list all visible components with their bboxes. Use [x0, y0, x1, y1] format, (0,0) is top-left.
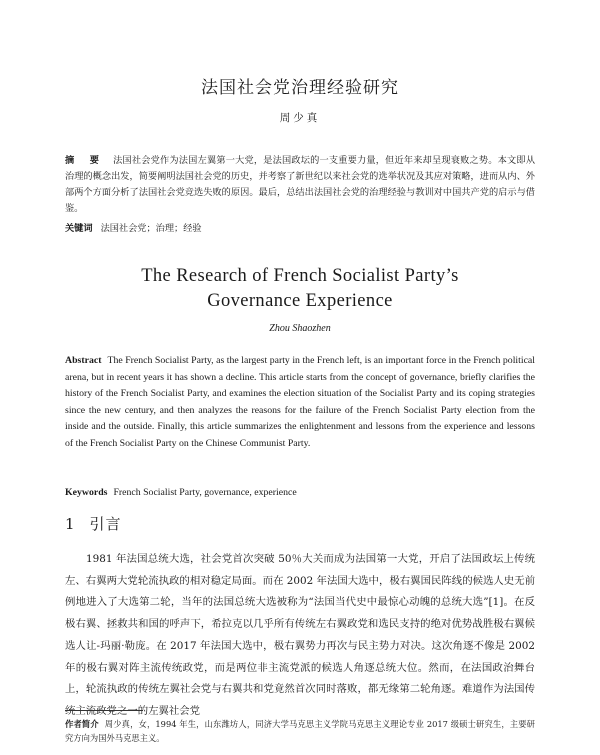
english-abstract-text: The French Socialist Party, as the largest party in the French left, is an important force in the French political arena, but in recent years it has shown a decline. This article starts from the concept of governance, briefly clarifies the history of the French Socialist Party, and examines the election situation of the Socialist Party and its coping strategies since the new century, and then analyzes the reasons for the failure of the French Socialist Party election from the inside and the outside. Finally, this article summarizes the enlightenment and lessons from the experience and lessons of the French Socialist Party on the Chinese Communist Party.	[65, 355, 535, 449]
footnote-label: 作者简介	[65, 719, 99, 729]
chinese-keywords	[65, 221, 535, 237]
section-heading	[65, 513, 122, 534]
english-title-line-2: Governance Experience	[207, 291, 393, 311]
english-abstract-label: Abstract	[65, 355, 102, 366]
footnote-text: 周少真，女，1994 年生，山东潍坊人，同济大学马克思主义学院马克思主义理论专业 2017 级硕士研究生，主要研究方向为国外马克思主义。	[65, 719, 535, 743]
chinese-title: 法国社会党治理经验研究	[201, 78, 399, 98]
english-title-line-1: The Research of French Socialist Party’s	[141, 266, 459, 286]
english-title	[0, 264, 600, 314]
chinese-keywords-text: 法国社会党；治理；经验	[100, 223, 202, 234]
body-paragraph: 1981 年法国总统大选，社会党首次突破 50％大关而成为法国第一大党，开启了法国政坛上传统左、右翼两大党轮流执政的相对稳定局面。而在 2002 年法国大选中，极右翼国民阵线的候选人史无前例地进入了大选第二轮，当年的法国总统大选被称为“法国当代史中最惊心动魄的总统大选”[1]。在反极右翼、拯救共和国的呼声下，希拉克以几乎所有传统左右翼政党和选民支持的绝对优势战胜极右翼候选人让-玛丽·勒庞。在 2017 年法国大选中，极右翼势力再次与民主势力对决。这次角逐不像是 2002 年的极右翼对阵主流传统政党，而是两位非主流党派的候选人角逐总统大位。然而，在法国政治舞台上，轮流执政的传统左翼社会党与右翼共和党竟然首次同时落败，都无缘第二轮角逐。难道作为法国传统主流政党之一的左翼社会党	[65, 553, 535, 717]
chinese-abstract	[65, 153, 535, 217]
english-keywords-text: French Socialist Party, governance, experience	[113, 487, 297, 498]
english-author: Zhou Shaozhen	[269, 323, 331, 334]
author-footnote	[65, 717, 535, 745]
footnote-divider	[65, 710, 143, 711]
chinese-abstract-text: 法国社会党作为法国左翼第一大党，是法国政坛的一支重要力量，但近年来却呈现衰败之势。本文即从治理的概念出发，简要阐明法国社会党的历史，并考察了新世纪以来社会党的选举状况及其应对策略，进而从内、外部两个方面分析了法国社会党竞选失败的原因。最后，总结出法国社会党的治理经验与教训对中国共产党的启示与借鉴。	[65, 155, 536, 214]
chinese-abstract-label: 摘 要	[65, 155, 106, 166]
english-keywords	[65, 485, 535, 500]
section-number: 1	[65, 515, 76, 533]
section-title: 引言	[89, 515, 122, 533]
chinese-keywords-label: 关键词	[65, 223, 93, 234]
english-abstract	[65, 353, 535, 453]
english-keywords-label: Keywords	[65, 487, 108, 498]
chinese-author: 周少真	[279, 112, 321, 124]
